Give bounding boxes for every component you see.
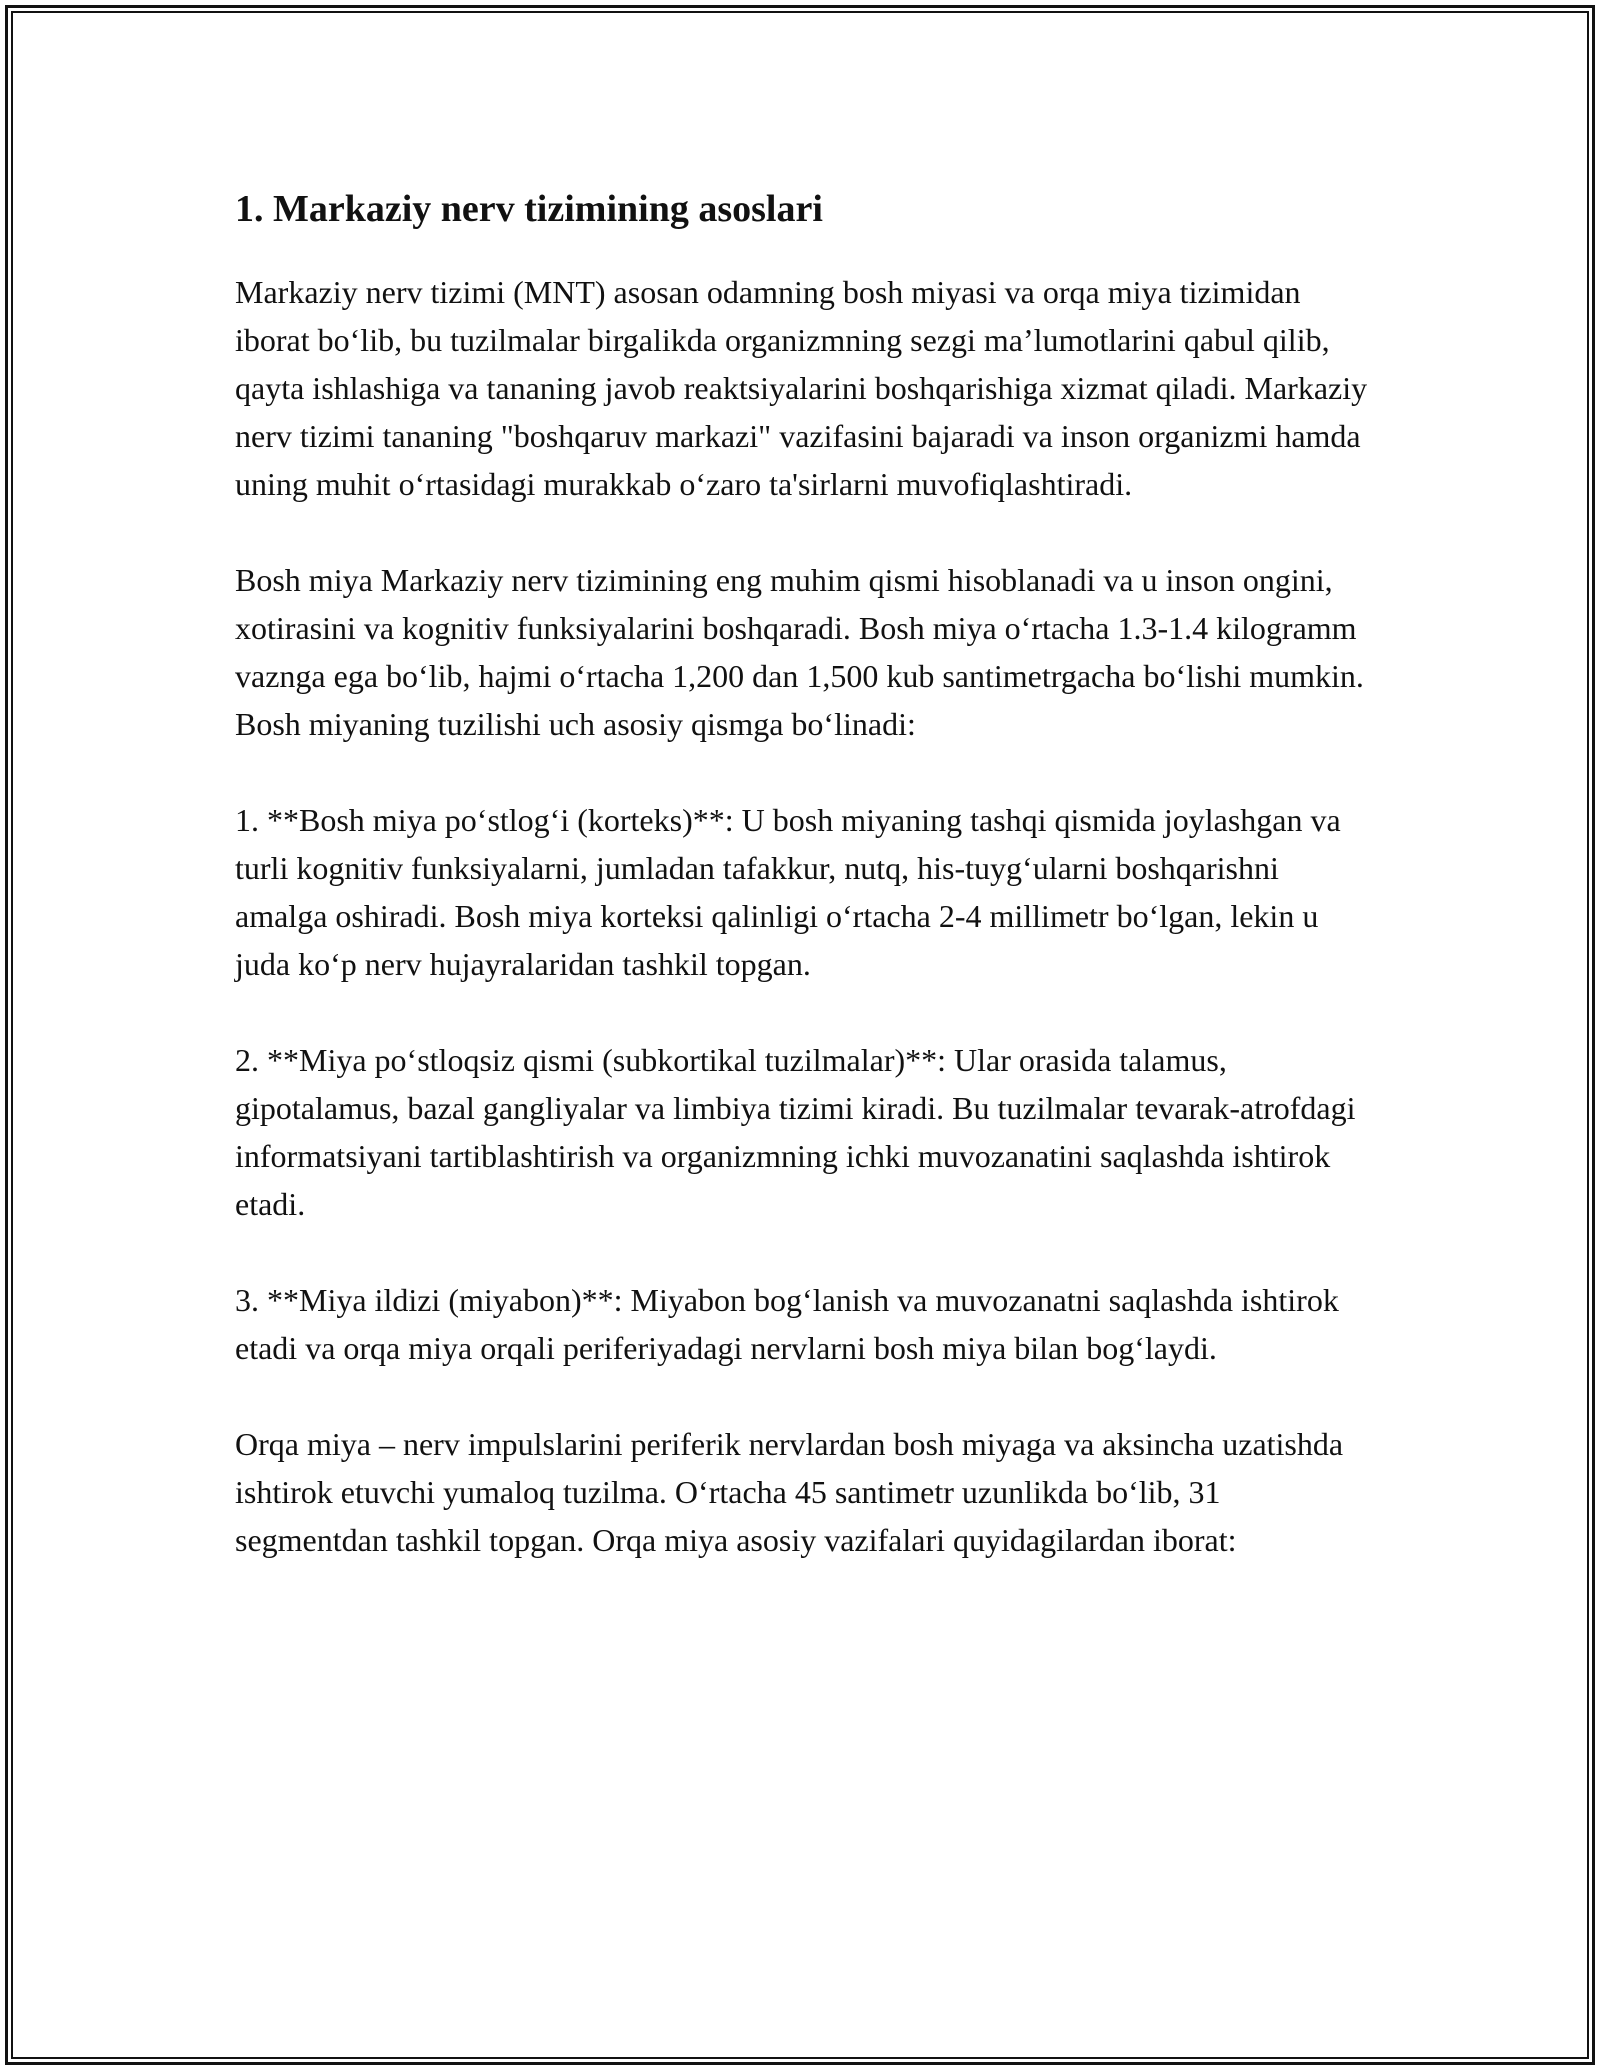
section-heading: 1. Markaziy nerv tizimining asoslari: [235, 188, 823, 230]
paragraph-spinal-cord: Orqa miya – nerv impulslarini periferik nervlardan bosh miyaga va aksincha uzatishda ishtirok etuvchi yumaloq tuzilma. O‘rtacha 45 santimetr uzunlikda bo‘lib, 31 segmentdan tashkil topgan. Orqa miya asosiy vazifalari quyidagilardan iborat:: [235, 1425, 1344, 1558]
paragraph-intro: Markaziy nerv tizimi (MNT) asosan odamning bosh miyasi va orqa miya tizimidan iborat bo‘lib, bu tuzilmalar birgalikda organizmning sezgi ma’lumotlarini qabul qilib, qayta ishlashiga va tananing javob reaktsiyalarini boshqarishiga xizmat qiladi. Markaziy nerv tizimi tananing "boshqaruv markazi" vazifasini bajaradi va inson organizmi hamda uning muhit o‘rtasidagi murakkab o‘zaro ta'sirlarni muvofiqlashtiradi.: [235, 273, 1368, 502]
list-item-cortex: 1. **Bosh miya po‘stlog‘i (korteks)**: U bosh miyaning tashqi qismida joylashgan va turli kognitiv funksiyalarni, jumladan tafakkur, nutq, his-tuyg‘ularni boshqarishni amalga oshiradi. Bosh miya korteksi qalinligi o‘rtacha 2-4 millimetr bo‘lgan, lekin u juda ko‘p nerv hujayralaridan tashkil topgan.: [235, 801, 1341, 982]
list-item-subcortical: 2. **Miya po‘stloqsiz qismi (subkortikal tuzilmalar)**: Ular orasida talamus, gipotalamus, bazal gangliyalar va limbiya tizimi kiradi. Bu tuzilmalar tevarak-atrofdagi informatsiyani tartiblashtirish va organizmning ichki muvozanatini saqlashda ishtirok etadi.: [235, 1041, 1356, 1222]
list-item-brainstem: 3. **Miya ildizi (miyabon)**: Miyabon bog‘lanish va muvozanatni saqlashda ishtirok etadi va orqa miya orqali periferiyadagi nervlarni bosh miya bilan bog‘laydi.: [235, 1281, 1339, 1366]
paragraph-brain: Bosh miya Markaziy nerv tizimining eng muhim qismi hisoblanadi va u inson ongini, xotirasini va kognitiv funksiyalarini boshqaradi. Bosh miya o‘rtacha 1.3-1.4 kilogramm vaznga ega bo‘lib, hajmi o‘rtacha 1,200 dan 1,500 kub santimetrgacha bo‘lishi mumkin. Bosh miyaning tuzilishi uch asosiy qismga bo‘linadi:: [235, 561, 1364, 742]
document-body: [235, 186, 1375, 1612]
